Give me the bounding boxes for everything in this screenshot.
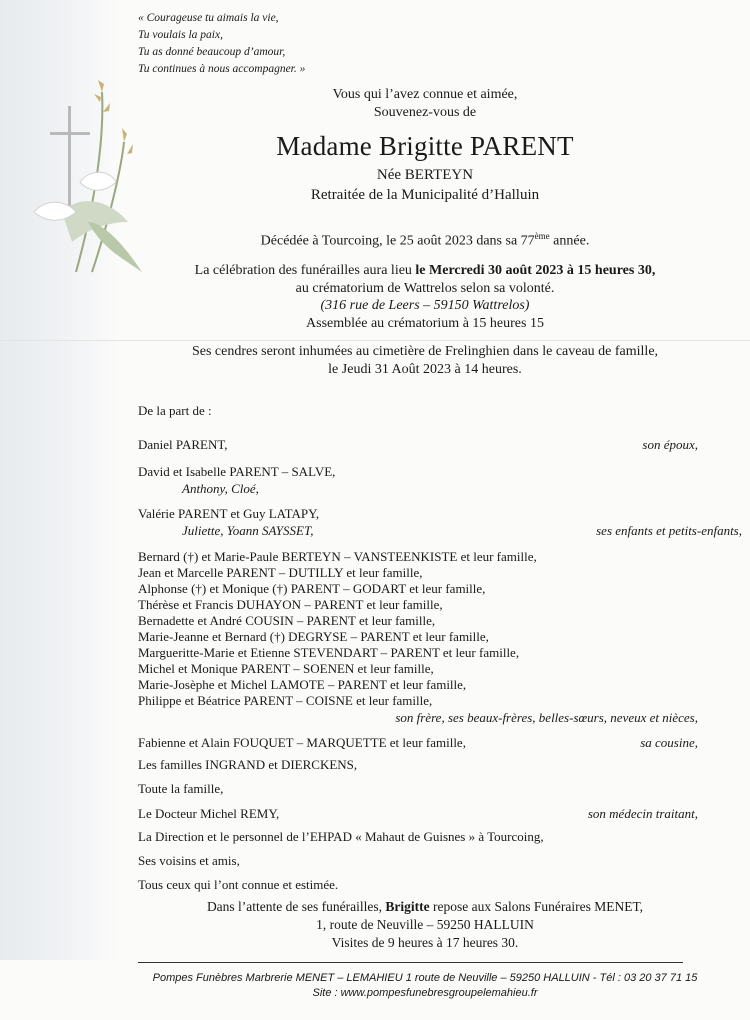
de-la-part: De la part de : <box>138 403 212 418</box>
list-item: Tous ceux qui l’ont connue et estimée. <box>138 877 339 892</box>
ashes-line: Ses cendres seront inhumées au cimetière de Frelinghien dans le caveau de famille, <box>191 344 659 359</box>
list-item <box>138 437 698 453</box>
intro <box>130 86 720 122</box>
maiden-name: Née BERTEYN <box>376 167 474 183</box>
relation-label: son frère, ses beaux-frères, belles-sœurs, neveux et nièces, <box>395 710 698 725</box>
death-notice <box>130 227 720 251</box>
family-name: Fabienne et Alain FOUQUET – MARQUETTE et leur famille, <box>138 735 466 750</box>
ceremony-info <box>130 262 720 332</box>
viewing-text: repose aux Salons Funéraires MENET, <box>429 899 644 914</box>
list-item: Valérie PARENT et Guy LATAPY, <box>138 506 320 521</box>
relation-label: son médecin traitant, <box>587 806 698 821</box>
list-item: Anthony, Cloé, <box>182 481 259 496</box>
list-item <box>138 523 742 539</box>
ceremony-address: (316 rue de Leers – 59150 Wattrelos) <box>320 298 530 313</box>
viewing-address: 1, route de Neuville – 59250 HALLUIN <box>316 917 534 932</box>
list-item: Marie-Josèphe et Michel LAMOTE – PARENT et leur famille, <box>138 677 467 692</box>
list-item: Jean et Marcelle PARENT – DUTILLY et leur famille, <box>138 565 423 580</box>
viewing-hours: Visites de 9 heures à 17 heures 30. <box>331 935 519 950</box>
list-item: Bernadette et André COUSIN – PARENT et leur famille, <box>138 613 436 628</box>
relation-label: ses enfants et petits-enfants, <box>596 523 742 538</box>
poem-line: Tu voulais la paix, <box>138 29 223 41</box>
ashes-info <box>130 343 720 379</box>
list-item: Toute la famille, <box>138 781 224 796</box>
list-item: Alphonse (†) et Monique (†) PARENT – GODART et leur famille, <box>138 581 486 596</box>
list-item: Ses voisins et amis, <box>138 853 240 868</box>
list-item <box>138 806 698 822</box>
list-item: David et Isabelle PARENT – SALVE, <box>138 464 336 479</box>
assembly-time: Assemblée au crématorium à 15 heures 15 <box>306 315 544 331</box>
intro-line: Souvenez-vous de <box>373 105 477 120</box>
poem-line: Tu continues à nous accompagner. » <box>138 63 306 75</box>
family-name: Daniel PARENT, <box>138 437 228 452</box>
viewing-info <box>130 898 720 952</box>
paper-fold-line <box>0 340 750 341</box>
ashes-line: le Jeudi 31 Août 2023 à 14 heures. <box>328 362 522 377</box>
death-ordinal: ème <box>534 231 550 241</box>
ceremony-place: au crématorium de Wattrelos selon sa volonté. <box>295 280 555 296</box>
footer-divider <box>138 962 683 963</box>
family-name: Juliette, Yoann SAYSSET, <box>182 523 314 538</box>
list-item: Philippe et Béatrice PARENT – COISNE et leur famille, <box>138 693 433 708</box>
list-item <box>138 735 698 751</box>
poem-line: « Courageuse tu aimais la vie, <box>138 12 279 24</box>
list-item: Les familles INGRAND et DIERCKENS, <box>138 757 358 772</box>
ceremony-date: le Mercredi 30 août 2023 à 15 heures 30, <box>415 263 656 278</box>
viewing-name: Brigitte <box>385 899 430 914</box>
poem-line: Tu as donné beaucoup d’amour, <box>138 46 286 58</box>
list-item: Michel et Monique PARENT – SOENEN et leur famille, <box>138 661 434 676</box>
ceremony-line <box>130 262 720 280</box>
list-item: Margueritte-Marie et Etienne STEVENDART – PARENT et leur famille, <box>138 645 520 660</box>
list-item: La Direction et le personnel de l’EHPAD « Mahaut de Guisnes » à Tourcoing, <box>138 829 544 844</box>
list-item: Bernard (†) et Marie-Paule BERTEYN – VANSTEENKISTE et leur famille, <box>138 549 537 564</box>
footer-website: Site : www.pompesfunebresgroupelemahieu.fr <box>312 987 538 999</box>
list-item: Marie-Jeanne et Bernard (†) DEGRYSE – PARENT et leur famille, <box>138 629 489 644</box>
viewing-line <box>130 898 720 916</box>
viewing-text: Dans l’attente de ses funérailles, <box>206 899 386 914</box>
death-text-end: année. <box>549 233 590 249</box>
intro-line: Vous qui l’avez connue et aimée, <box>332 87 518 102</box>
relation-label: son époux, <box>642 437 698 452</box>
occupation: Retraitée de la Municipalité d’Halluin <box>310 187 540 203</box>
footer-company: Pompes Funèbres Marbrerie MENET – LEMAHIEU 1 route de Neuville – 59250 HALLUIN - Tél : 03 20 37 71 15 <box>152 972 698 984</box>
deceased-name: Madame Brigitte PARENT <box>276 131 574 161</box>
list-item: Thérèse et Francis DUHAYON – PARENT et leur famille, <box>138 597 443 612</box>
relation-label: sa cousine, <box>640 735 698 750</box>
poem <box>138 10 305 78</box>
death-text: Décédée à Tourcoing, le 25 août 2023 dans sa 77 <box>260 233 535 249</box>
family-name: Le Docteur Michel REMY, <box>138 806 280 821</box>
ceremony-text: La célébration des funérailles aura lieu <box>194 263 416 278</box>
